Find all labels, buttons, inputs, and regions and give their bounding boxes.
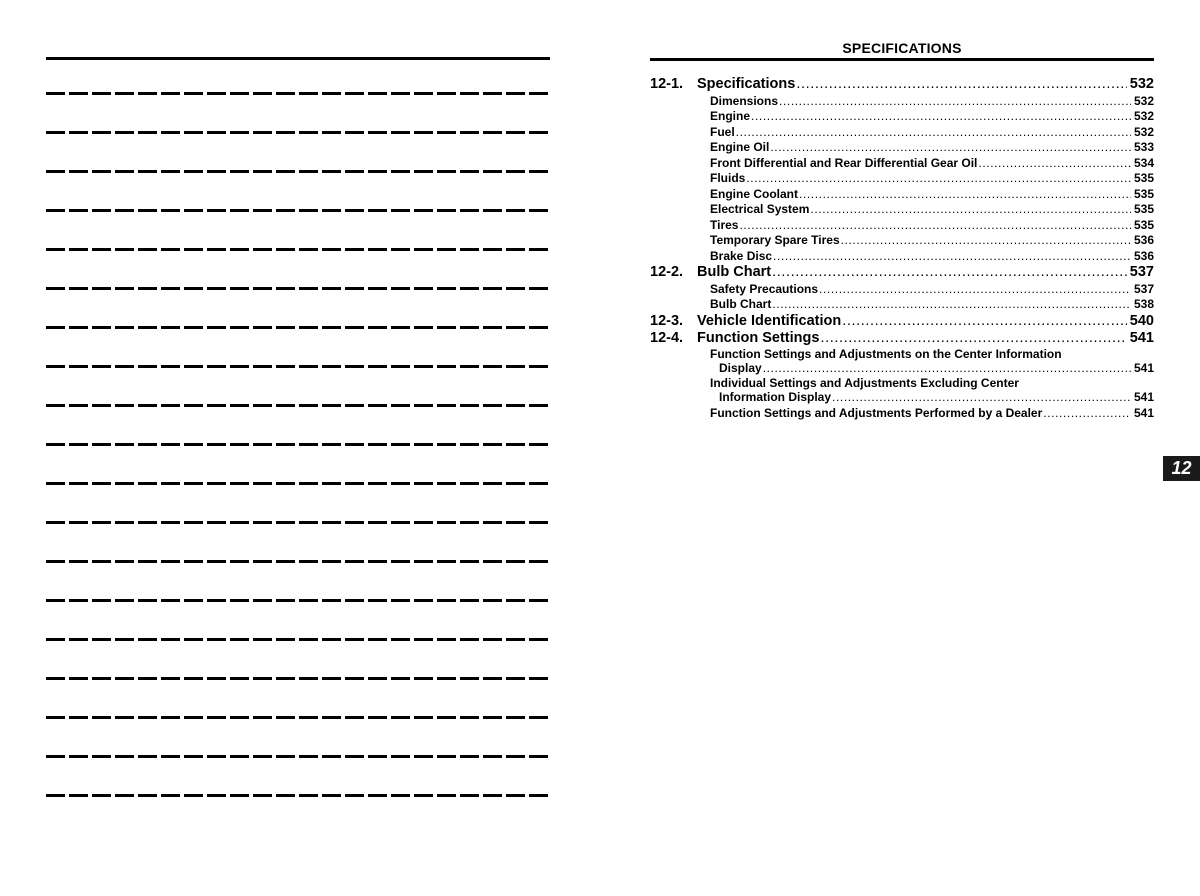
toc-item[interactable] [650, 218, 1154, 234]
page-number: 535 [1133, 217, 1154, 232]
dot-leader [842, 313, 1127, 331]
page-number: 538 [1133, 297, 1154, 311]
page-number: 535 [1133, 186, 1154, 201]
toc-item-first-line[interactable] [650, 377, 1154, 391]
toc-item[interactable] [650, 233, 1154, 249]
dot-leader [770, 140, 1131, 156]
page-number: 537 [1129, 264, 1154, 280]
note-line [46, 677, 550, 680]
section-number: 12-3. [650, 312, 684, 329]
header-rule [650, 58, 1154, 61]
item-title: Engine [710, 109, 751, 123]
note-line [46, 794, 550, 797]
note-lines [46, 92, 550, 797]
item-title: Display [719, 361, 762, 375]
toc-section[interactable] [650, 264, 1154, 282]
dot-leader [773, 249, 1131, 265]
chapter-tab[interactable]: 12 [1163, 456, 1200, 481]
note-line [46, 131, 550, 134]
toc-item[interactable] [650, 202, 1154, 218]
dot-leader [739, 218, 1131, 234]
dot-leader [978, 156, 1131, 172]
item-title: Tires [710, 217, 739, 232]
dot-leader [772, 297, 1131, 313]
toc-item[interactable] [650, 390, 1154, 406]
section-number: 12-1. [650, 76, 684, 92]
dot-leader [763, 361, 1131, 377]
note-line [46, 404, 550, 407]
note-line [46, 92, 550, 95]
note-line [46, 170, 550, 173]
section-title: Vehicle Identification [697, 312, 842, 329]
note-line [46, 716, 550, 719]
note-line [46, 599, 550, 602]
page-number: 532 [1129, 76, 1154, 92]
dot-leader [819, 282, 1131, 298]
top-rule [46, 57, 550, 60]
toc-item-first-line[interactable] [650, 348, 1154, 362]
item-title: Front Differential and Rear Differential Gear Oil [710, 155, 978, 170]
page-number: 535 [1133, 171, 1154, 185]
toc-item[interactable] [650, 109, 1154, 125]
dot-leader [820, 330, 1126, 348]
section-title: Bulb Chart [697, 264, 772, 280]
contents-page [650, 40, 1154, 421]
item-title: Fuel [710, 124, 735, 139]
toc-item[interactable] [650, 187, 1154, 203]
page-number: 541 [1133, 361, 1154, 375]
item-title: Dimensions [710, 93, 779, 108]
note-line [46, 209, 550, 212]
toc-item[interactable] [650, 361, 1154, 377]
dot-leader [799, 187, 1131, 203]
dot-leader [736, 125, 1131, 141]
note-line [46, 521, 550, 524]
toc-item[interactable] [650, 140, 1154, 156]
item-title: Information Display [719, 390, 832, 404]
dot-leader [841, 233, 1131, 249]
page-number: 532 [1133, 124, 1154, 139]
dot-leader [796, 76, 1126, 94]
toc-item[interactable] [650, 171, 1154, 187]
toc-item[interactable] [650, 282, 1154, 298]
item-title: Function Settings and Adjustments Performed by a Dealer [710, 405, 1043, 420]
item-title: Bulb Chart [710, 297, 772, 311]
item-title: Function Settings and Adjustments on the Center Information [710, 346, 1062, 361]
dot-leader [751, 109, 1131, 125]
dot-leader [1043, 406, 1131, 422]
toc-section[interactable] [650, 76, 1154, 94]
page-number: 540 [1129, 312, 1154, 329]
page-number: 541 [1133, 405, 1154, 420]
page-number: 537 [1133, 281, 1154, 296]
toc-item[interactable] [650, 249, 1154, 265]
page-number: 534 [1133, 155, 1154, 170]
page-number: 535 [1133, 202, 1154, 216]
item-title: Engine Coolant [710, 186, 798, 201]
page-number: 541 [1129, 330, 1154, 346]
toc-item[interactable] [650, 297, 1154, 313]
note-line [46, 326, 550, 329]
item-title: Engine Oil [710, 140, 770, 154]
note-line [46, 482, 550, 485]
section-title: Function Settings [697, 330, 820, 346]
note-line [46, 365, 550, 368]
toc-item[interactable] [650, 94, 1154, 110]
note-line [46, 638, 550, 641]
dot-leader [772, 264, 1127, 282]
item-title: Safety Precautions [710, 281, 819, 296]
note-line [46, 560, 550, 563]
toc-section[interactable] [650, 330, 1154, 348]
dot-leader [779, 94, 1131, 110]
toc-item[interactable] [650, 406, 1154, 422]
note-line [46, 755, 550, 758]
toc-section[interactable] [650, 313, 1154, 331]
page-number: 536 [1133, 248, 1154, 263]
note-line [46, 248, 550, 251]
dot-leader [832, 390, 1131, 406]
item-title: Brake Disc [710, 248, 773, 263]
dot-leader [810, 202, 1131, 218]
page-number: 536 [1133, 233, 1154, 247]
page-number: 532 [1133, 93, 1154, 108]
table-of-contents [650, 76, 1154, 421]
page-number: 541 [1133, 390, 1154, 404]
section-number: 12-4. [650, 330, 684, 346]
toc-item[interactable] [650, 125, 1154, 141]
note-line [46, 443, 550, 446]
section-number: 12-2. [650, 264, 684, 280]
toc-item[interactable] [650, 156, 1154, 172]
item-title: Electrical System [710, 202, 810, 216]
page-number: 533 [1133, 140, 1154, 154]
item-title: Fluids [710, 171, 746, 185]
section-title: Specifications [697, 76, 796, 92]
page-title: SPECIFICATIONS [842, 40, 962, 56]
item-title: Individual Settings and Adjustments Excluding Center [710, 375, 1019, 390]
item-title: Temporary Spare Tires [710, 233, 840, 247]
note-line [46, 287, 550, 290]
page-number: 532 [1133, 109, 1154, 123]
dot-leader [746, 171, 1131, 187]
notes-page [46, 57, 550, 833]
